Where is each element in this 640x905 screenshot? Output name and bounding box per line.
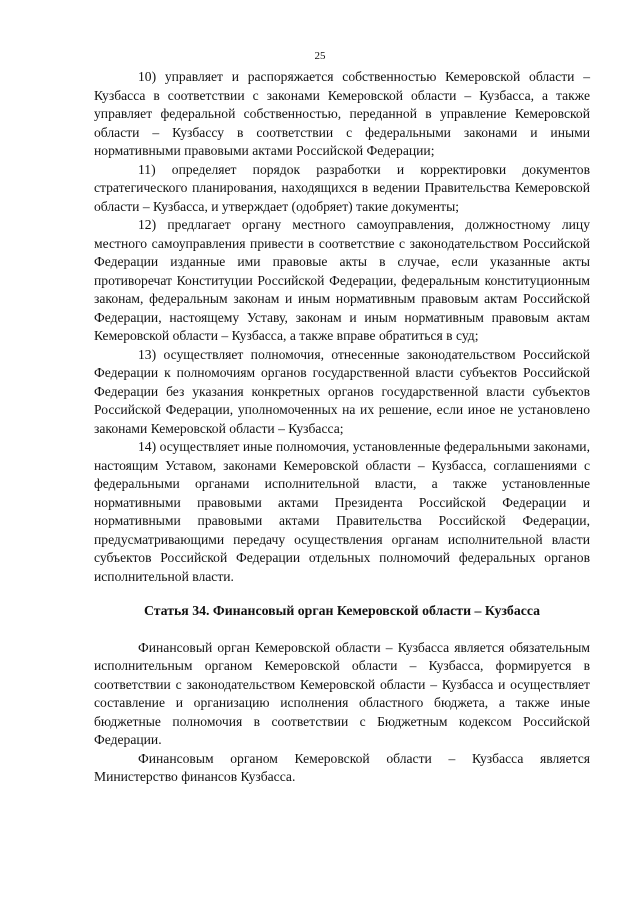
paragraph-item-13: 13) осуществляет полномочия, отнесенные законодательством Российской Федерации к полномочиям органов государственной власти субъектов Российской Федерации без указания конкретных органов государственной власти субъектов Российской Федерации, уполномоченных на их решение, если иное не установлено законами Кемеровской области – Кузбасса; — [94, 346, 590, 436]
paragraph-financial-body-2: Финансовым органом Кемеровской области – Кузбасса является Министерство финансов Кузбасса. — [94, 750, 590, 784]
paragraph-item-14: 14) осуществляет иные полномочия, установленные федеральными законами, настоящим Уставом, законами Кемеровской области – Кузбасса, соглашениями с федеральными органами исполнительной власти, а также установленные нормативными правовыми актами Президента Российской Федерации и нормативными правовыми актами Правительства Российской Федерации, предусматривающими передачу осуществления органам исполнительной власти субъектов Российской Федерации отдельных полномочий федеральных органов исполнительной власти. — [94, 439, 590, 584]
article-heading: Статья 34. Финансовый орган Кемеровской области – Кузбасса — [143, 603, 541, 618]
paragraph-item-11: 11) определяет порядок разработки и корректировки документов стратегического планирования, находящихся в ведении Правительства Кемеровской области – Кузбасса, и утверждает (одобряет) такие документы; — [94, 161, 590, 214]
paragraph-financial-body-1: Финансовый орган Кемеровской области – Кузбасса является обязательным исполнительным органом Кемеровской области – Кузбасса, формируется в соответствии с законодательством Кемеровской области – Кузбасса и осуществляет составление и организацию исполнения областного бюджета, а также иные бюджетные полномочия в соответствии с Бюджетным кодексом Российской Федерации. — [94, 639, 590, 747]
paragraph-item-10: 10) управляет и распоряжается собственностью Кемеровской области – Кузбасса в соответствии с законами Кемеровской области – Кузбасса, а также управляет федеральной собственностью, переданной в управление Кемеровской области – Кузбассу в соответствии с федеральными законами и иными нормативными правовыми актами Российской Федерации; — [94, 69, 590, 158]
document-body — [94, 68, 590, 787]
page-number: 25 — [314, 50, 326, 62]
paragraph-item-12: 12) предлагает органу местного самоуправления, должностному лицу местного самоуправления привести в соответствие с законодательством Российской Федерации изданные ими правовые акты в случае, если указанные акты противоречат Конституции Российской Федерации, федеральным конституционным законам, федеральным законам и иным нормативным правовым актам Российской Федерации, настоящему Уставу, законам и иным нормативным правовым актам Кемеровской области – Кузбасса, а также вправе обратиться в суд; — [94, 217, 590, 343]
